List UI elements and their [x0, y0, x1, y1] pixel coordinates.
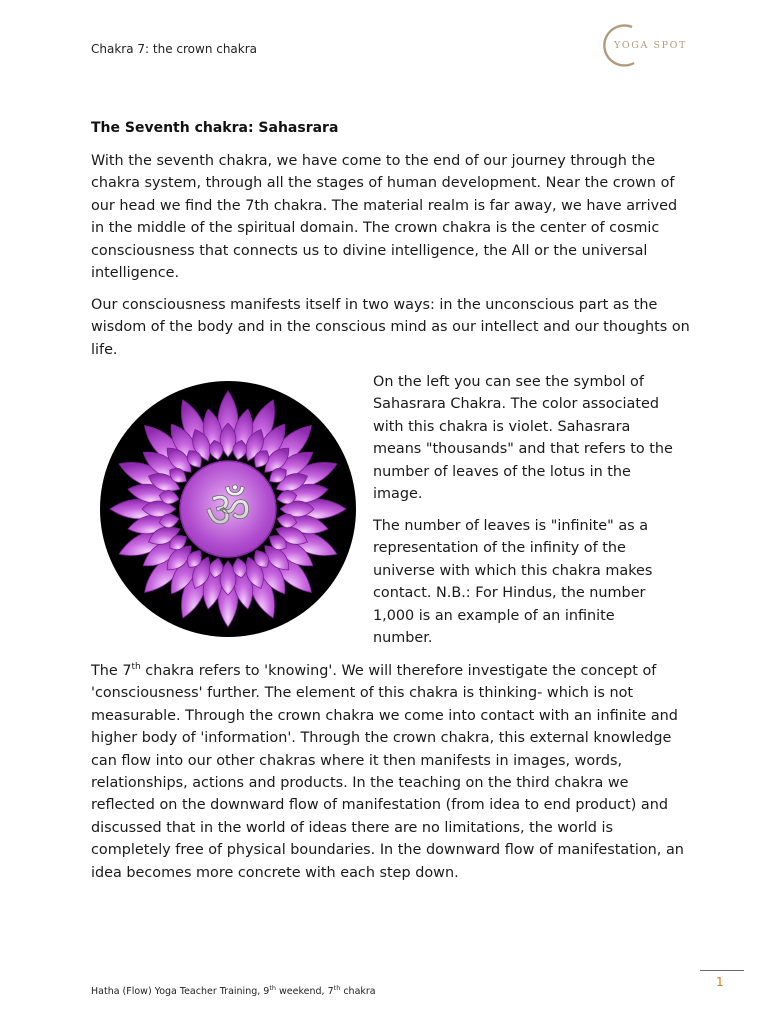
footer-rule — [700, 970, 744, 971]
knowing-paragraph-body: chakra refers to 'knowing'. We will therefore investigate the concept of 'consciousness' further. The element of this chakra is thinking- which is not measurable. Through the crown chakra we come into contact with an infinite and higher body of 'information'. Through the crown chakra, this external knowledge can flow into our other chakras where it then manifests in images, words, relationships, actions and products. In the teaching on the third chakra we reflected on the downward flow of manifestation (from idea to end product) and discussed that in the world of ideas there are no limitations, the world is completely free of physical boundaries. In the downward flow of manifestation, an idea becomes more concrete with each step down. — [91, 663, 684, 881]
section-heading: The Seventh chakra: Sahasrara — [91, 120, 339, 136]
symbol-paragraph: On the left you can see the symbol of Sahasrara Chakra. The color associated with this chakra is violet. Sahasrara means "thousands" and that refers to the number of leaves of the lotus in the image. — [373, 374, 673, 503]
page-number: 1 — [716, 975, 724, 989]
consciousness-paragraph: Our consciousness manifests itself in two ways: in the unconscious part as the wisdom of the body and in the conscious mind as our intellect and our thoughts on life. — [91, 297, 690, 358]
intro-paragraph: With the seventh chakra, we have come to the end of our journey through the chakra system, through all the stages of human development. Near the crown of our head we find the 7th chakra. The material realm is far away, we have arrived in the middle of the spiritual domain. The crown chakra is the center of cosmic consciousness that connects us to divine intelligence, the All or the universal intelligence. — [91, 153, 678, 282]
header-title: Chakra 7: the crown chakra — [91, 42, 258, 56]
footer-text-c: chakra — [340, 986, 376, 997]
yoga-spot-logo — [598, 22, 698, 70]
knowing-paragraph-sup: th — [131, 662, 141, 673]
footer-sup-a: th — [269, 983, 277, 992]
footer-text-a: Hatha (Flow) Yoga Teacher Training, 9 — [91, 986, 270, 997]
knowing-paragraph-prefix: The 7 — [91, 663, 132, 679]
footer-text — [91, 983, 376, 997]
sahasrara-chakra-image — [90, 380, 366, 638]
footer-sup-b: th — [333, 983, 341, 992]
sahasrara-lotus-icon — [90, 380, 366, 638]
footer-text-b: weekend, 7 — [276, 986, 334, 997]
leaves-paragraph: The number of leaves is "infinite" as a representation of the infinity of the universe with which this chakra makes contact. N.B.: For Hindus, the number 1,000 is an example of an infinite number. — [373, 518, 653, 647]
om-symbol: ॐ — [205, 481, 251, 539]
logo-text: YOGA SPOT — [614, 40, 687, 51]
knowing-paragraph — [91, 660, 691, 884]
